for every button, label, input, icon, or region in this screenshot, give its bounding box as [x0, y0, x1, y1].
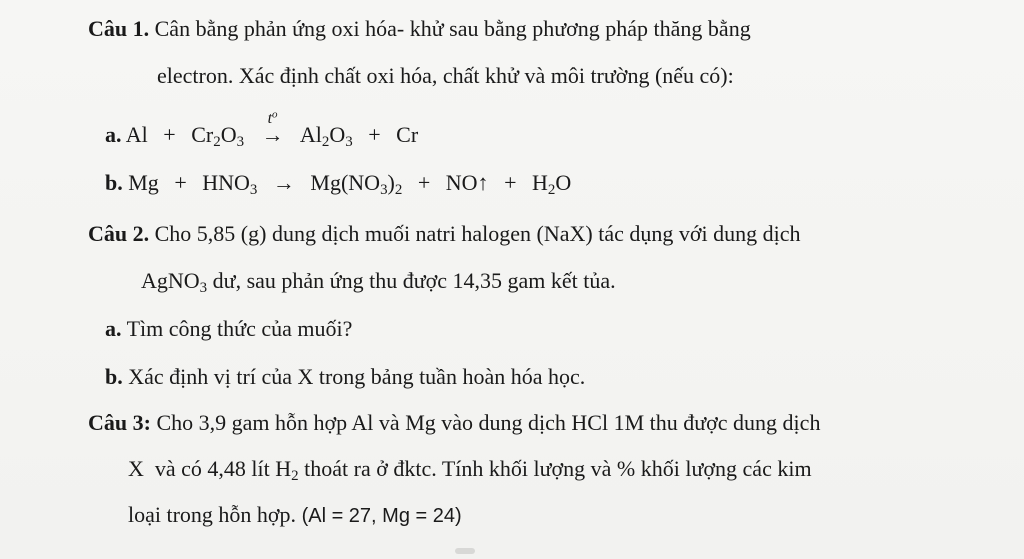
q1-line-1 — [88, 14, 751, 44]
q3-title: Câu 3: — [88, 410, 151, 435]
q1-text-line-1: Cân bằng phản ứng oxi hóa- khử sau bằng phương pháp thăng bằng — [154, 16, 751, 41]
eq-a-cr2o3: $Cr_2O_3$ — [191, 122, 245, 151]
eq-a-arrow: $t^o$ → — [260, 120, 286, 150]
q2-b-text: Xác định vị trí của X trong bảng tuần hoàn hóa học. — [128, 364, 586, 389]
q2-part-a — [105, 314, 352, 344]
q2-line-1 — [88, 219, 800, 249]
q2-text-line-2: dư, sau phản ứng thu được 14,35 gam kết tủa. — [212, 268, 616, 293]
eq-b-hno3: $HNO_3$ — [202, 170, 258, 199]
eq-a-al: Al — [125, 122, 148, 147]
q2-part-b — [105, 362, 585, 392]
q2-title: Câu 2. — [88, 221, 150, 246]
q3-text-line-2b: thoát ra ở đktc. Tính khối lượng và % khối lượng các kim — [304, 456, 812, 481]
eq-a-condition: $t^o$ — [267, 108, 278, 127]
q2-a-label: a. — [105, 316, 122, 341]
q2-a-text: Tìm công thức của muối? — [126, 316, 353, 341]
q1-equation-b — [105, 168, 571, 198]
q3-line-1 — [88, 408, 820, 438]
q1-b-label: b. — [105, 170, 123, 195]
eq-b-plus-1: + — [174, 170, 187, 195]
eq-b-mg: Mg — [128, 170, 159, 195]
eq-a-cr: Cr — [396, 122, 419, 147]
q2-b-label: b. — [105, 364, 123, 389]
q3-atomic-masses: (Al = 27, Mg = 24) — [301, 505, 462, 527]
q1-title: Câu 1. — [88, 16, 150, 41]
q3-text-line-1: Cho 3,9 gam hỗn hợp Al và Mg vào dung dịch HCl 1M thu được dung dịch — [156, 410, 821, 435]
q3-text-line-3: loại trong hỗn hợp. — [128, 502, 297, 527]
q2-line-2 — [141, 266, 616, 296]
eq-b-mgno32: $Mg(NO_3)_2$ — [310, 170, 403, 199]
eq-b-plus-2: + — [417, 170, 431, 195]
q1-a-label: a. — [105, 122, 122, 147]
q1-text-line-2: electron. Xác định chất oxi hóa, chất khử và môi trường (nếu có): — [157, 63, 734, 88]
eq-a-plus-2: + — [368, 122, 381, 147]
eq-b-h2o: $H_2O$ — [531, 170, 572, 199]
q2-agno3: AgNO$_3$ — [141, 268, 208, 297]
q3-text-line-2a: X và có 4,48 lít H — [128, 456, 292, 481]
eq-a-al2o3: $Al_2O_3$ — [299, 122, 353, 151]
q3-line-3 — [128, 500, 462, 531]
scan-smudge — [455, 548, 475, 554]
q1-equation-a — [105, 108, 419, 151]
q1-line-2 — [157, 61, 734, 91]
eq-b-plus-3: + — [504, 170, 517, 195]
q2-text-line-1: Cho 5,85 (g) dung dịch muối natri halogen (NaX) tác dụng với dung dịch — [154, 221, 801, 246]
eq-b-no: NO↑ — [445, 170, 489, 195]
eq-b-arrow: → — [272, 170, 295, 195]
eq-a-plus-1: + — [163, 122, 176, 147]
q3-line-2: X và có 4,48 lít $H_2$ thoát ra ở đktc. Tính khối lượng và % khối lượng các kim — [128, 456, 812, 485]
